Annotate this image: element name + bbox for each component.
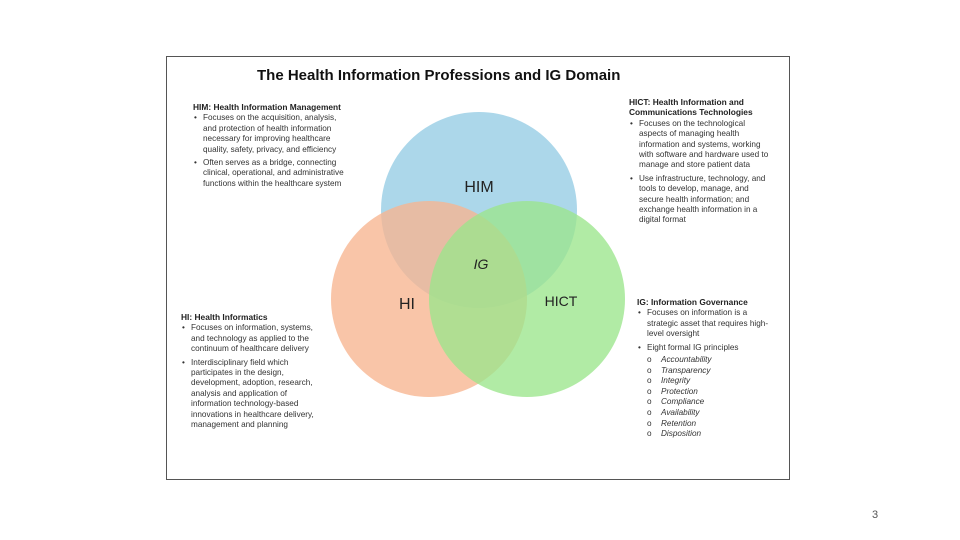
ig-bullet-list	[637, 308, 777, 439]
hict-circle	[429, 201, 625, 397]
list-item: • Focuses on information is a strategic asset that requires high-level oversight	[647, 308, 777, 339]
him-label: HIM	[464, 179, 494, 196]
ig-principles-label: Eight formal IG principles	[647, 342, 739, 352]
hi-description	[181, 312, 323, 433]
hict-description	[629, 97, 771, 229]
hict-label: HICT	[544, 293, 578, 309]
ig-heading: IG: Information Governance	[637, 297, 748, 307]
ig-principles-list	[647, 355, 777, 440]
list-item: • Use infrastructure, technology, and tools to develop, manage, and secure health information; and exchange health information in a digital format	[639, 174, 771, 226]
list-item: o Integrity	[661, 376, 777, 387]
ig-description	[637, 297, 777, 443]
list-item: • Focuses on information, systems, and technology as applied to the continuum of healthcare delivery	[191, 323, 323, 354]
list-item	[647, 343, 777, 440]
diagram-frame	[166, 56, 790, 480]
list-item: o Transparency	[661, 366, 777, 377]
list-item: o Accountability	[661, 355, 777, 366]
hi-bullet-list	[181, 323, 323, 430]
page-number: 3	[872, 509, 879, 521]
list-item: • Focuses on the acquisition, analysis, and protection of health information necessary for improving healthcare quality, safety, privacy, and efficiency	[203, 113, 351, 155]
hi-label: HI	[399, 296, 415, 313]
list-item: • Focuses on the technological aspects of managing health information and systems, working with software and hardware used to manage and store patient data	[639, 119, 771, 171]
list-item: o Retention	[661, 419, 777, 430]
him-heading: HIM: Health Information Management	[193, 102, 341, 112]
hict-heading: HICT: Health Information and Communications Technologies	[629, 97, 753, 118]
ig-center-label: IG	[473, 256, 489, 272]
hict-bullet-list	[629, 119, 771, 226]
list-item: • Often serves as a bridge, connecting clinical, operational, and administrative functions within the healthcare system	[203, 158, 351, 189]
list-item: o Protection	[661, 387, 777, 398]
list-item: o Availability	[661, 408, 777, 419]
him-bullet-list	[193, 113, 351, 189]
hi-heading: HI: Health Informatics	[181, 312, 268, 322]
list-item: o Compliance	[661, 397, 777, 408]
diagram-title: The Health Information Professions and IG Domain	[257, 67, 621, 84]
list-item: o Disposition	[661, 429, 777, 440]
list-item: • Interdisciplinary field which participates in the design, development, adoption, research, analysis and application of information technology-based innovations in healthcare delivery, management and planning	[191, 358, 323, 431]
him-description	[193, 102, 351, 192]
